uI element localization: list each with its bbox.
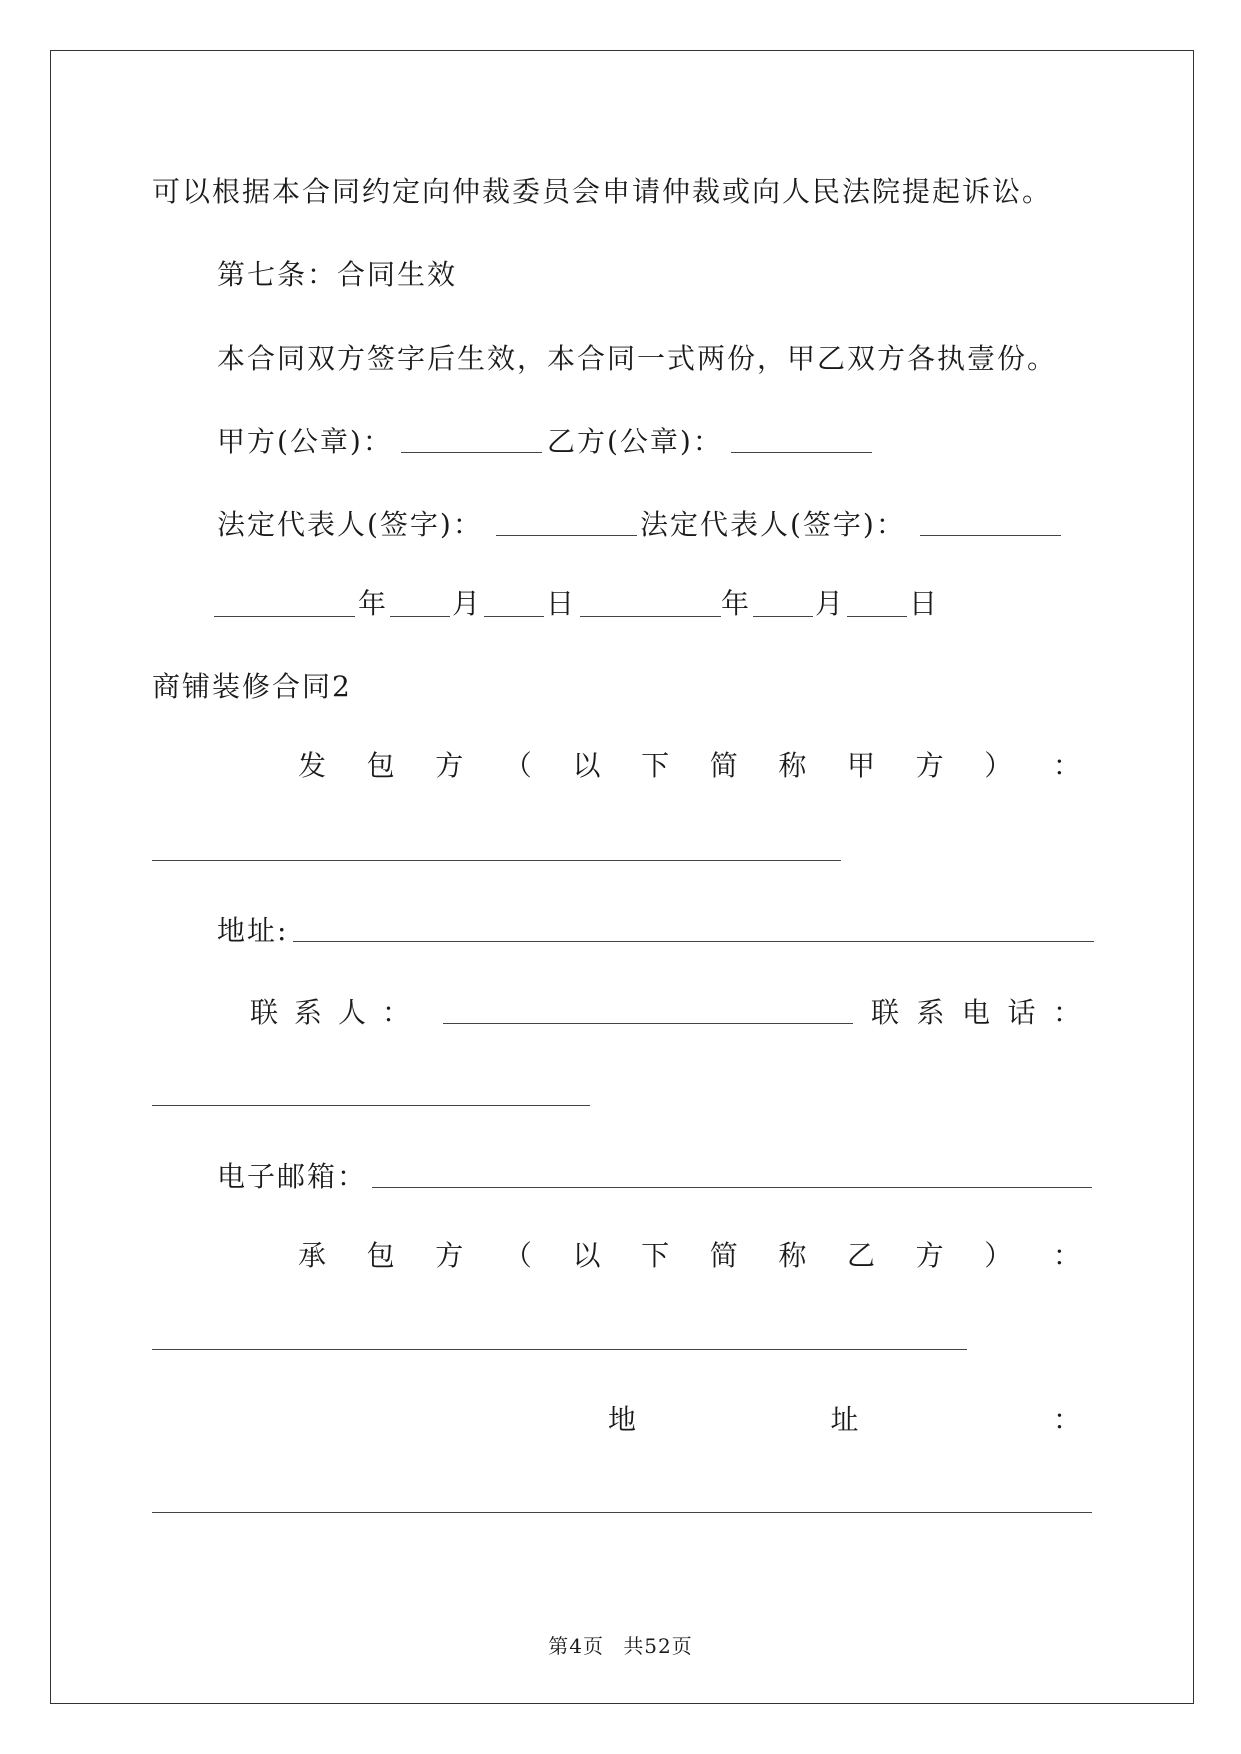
phone-chars-char: 联 xyxy=(871,996,900,1029)
date-b-month-label: 月 xyxy=(815,587,846,620)
address-field[interactable] xyxy=(293,941,1094,942)
seal-a-field[interactable] xyxy=(401,452,542,453)
party-a-chars-char: （ xyxy=(503,749,532,782)
date-a-year-label: 年 xyxy=(358,587,389,620)
party-b-chars-char: 方 xyxy=(915,1239,944,1272)
email-label: 电子邮箱： xyxy=(217,1160,368,1193)
party-b-chars-char: 乙 xyxy=(847,1239,876,1272)
page-total: 共52页 xyxy=(623,1634,693,1658)
party-a-chars-char: 包 xyxy=(366,749,395,782)
party-b-chars-char: 包 xyxy=(366,1239,395,1272)
contact-chars-char: 系 xyxy=(293,996,322,1029)
party-a-chars-char: 方 xyxy=(915,749,944,782)
date-b-month-field[interactable] xyxy=(753,616,813,617)
contact-label xyxy=(250,993,410,1033)
page-footer xyxy=(0,1630,1241,1659)
party-b-chars-char: 以 xyxy=(572,1239,601,1272)
party-b-field[interactable] xyxy=(152,1349,967,1350)
contact-field[interactable] xyxy=(443,1023,853,1024)
rep-a-label: 法定代表人(签字)： xyxy=(217,508,483,541)
address2-chars-char: 地 xyxy=(608,1403,637,1436)
phone-chars-char: 话 xyxy=(1007,996,1036,1029)
party-a-chars-char: 简 xyxy=(709,749,738,782)
rep-b-label: 法定代表人(签字)： xyxy=(640,508,906,541)
phone-field[interactable] xyxy=(152,1105,590,1106)
address-label: 地址: xyxy=(217,914,289,947)
address-2-field[interactable] xyxy=(152,1512,1092,1513)
contact-chars-char: 人 xyxy=(337,996,366,1029)
contract-2-title: 商铺装修合同2 xyxy=(152,670,352,703)
phone-chars-char: 系 xyxy=(916,996,945,1029)
party-b-chars-char: 称 xyxy=(778,1239,807,1272)
article-7-body: 本合同双方签字后生效，本合同一式两份，甲乙双方各执壹份。 xyxy=(217,342,1058,375)
party-b-chars-char: ： xyxy=(1052,1239,1081,1272)
date-a-day-field[interactable] xyxy=(484,616,544,617)
contact-chars-char: ： xyxy=(381,996,410,1029)
date-b-year-field[interactable] xyxy=(580,616,721,617)
seal-a-label: 甲方(公章)： xyxy=(217,425,393,458)
party-a-chars-char: ： xyxy=(1052,749,1081,782)
email-field[interactable] xyxy=(372,1187,1092,1188)
party-b-chars-char: 下 xyxy=(641,1239,670,1272)
party-a-label xyxy=(298,746,1081,786)
page-number: 第4页 xyxy=(548,1634,604,1658)
date-a-month-field[interactable] xyxy=(390,616,450,617)
address-2-label xyxy=(608,1400,1081,1440)
phone-chars-char: ： xyxy=(1052,996,1081,1029)
paragraph-arbitration: 可以根据本合同约定向仲裁委员会申请仲裁或向人民法院提起诉讼。 xyxy=(152,175,1053,208)
party-b-chars-char: 简 xyxy=(709,1239,738,1272)
seal-b-field[interactable] xyxy=(731,452,872,453)
party-b-chars-char: （ xyxy=(503,1239,532,1272)
party-b-label xyxy=(298,1236,1081,1276)
date-b-day-field[interactable] xyxy=(847,616,907,617)
party-a-chars-char: 甲 xyxy=(847,749,876,782)
party-a-chars-char: 以 xyxy=(572,749,601,782)
party-a-chars-char: 下 xyxy=(641,749,670,782)
phone-chars-char: 电 xyxy=(961,996,990,1029)
address2-chars-char: ： xyxy=(1052,1403,1081,1436)
party-a-chars-char: 发 xyxy=(298,749,327,782)
party-a-chars-char: 称 xyxy=(778,749,807,782)
date-b-year-label: 年 xyxy=(721,587,752,620)
seal-b-label: 乙方(公章)： xyxy=(547,425,723,458)
page-border xyxy=(50,50,1194,1704)
date-a-year-field[interactable] xyxy=(214,616,355,617)
party-a-field[interactable] xyxy=(152,860,841,861)
address2-chars-char: 址 xyxy=(830,1403,859,1436)
date-a-day-label: 日 xyxy=(546,587,577,620)
party-b-chars-char: ） xyxy=(984,1239,1013,1272)
party-b-chars-char: 方 xyxy=(435,1239,464,1272)
contact-chars-char: 联 xyxy=(250,996,279,1029)
phone-label xyxy=(871,993,1081,1033)
party-a-chars-char: ） xyxy=(984,749,1013,782)
rep-a-field[interactable] xyxy=(496,535,637,536)
date-b-day-label: 日 xyxy=(909,587,940,620)
rep-b-field[interactable] xyxy=(920,535,1061,536)
date-a-month-label: 月 xyxy=(452,587,483,620)
party-b-chars-char: 承 xyxy=(298,1239,327,1272)
article-7-title: 第七条：合同生效 xyxy=(217,258,458,291)
party-a-chars-char: 方 xyxy=(435,749,464,782)
